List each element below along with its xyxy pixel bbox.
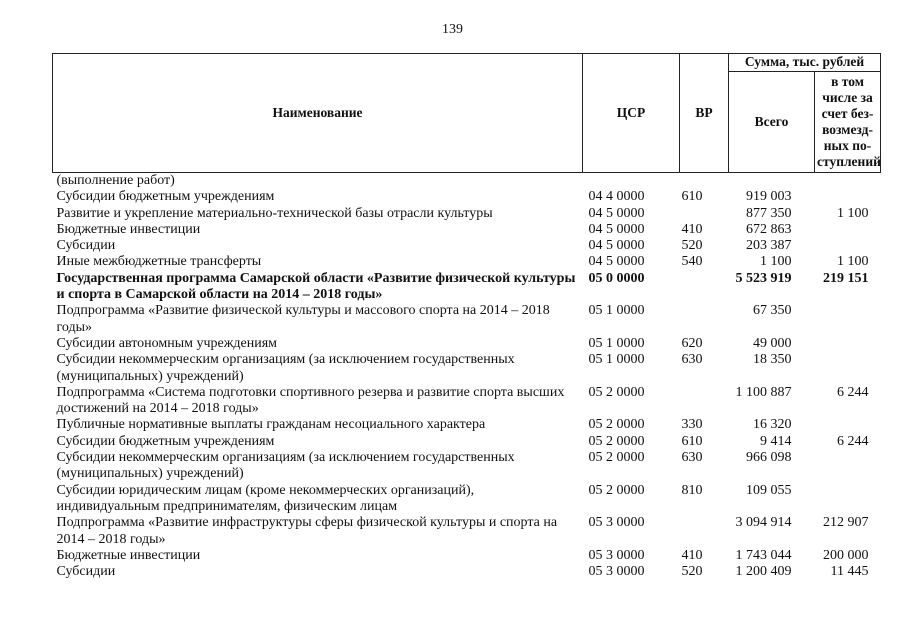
header-csr: ЦСР bbox=[583, 54, 680, 173]
table-row bbox=[53, 222, 881, 238]
row-name: Подпрограмма «Система подготовки спортивного резерва и развитие спорта высших достижений на 2014 – 2018 годы» bbox=[56, 384, 565, 417]
page-number: 139 bbox=[442, 22, 463, 37]
row-csr: 05 3 0000 bbox=[588, 515, 645, 531]
row-csr: 05 2 0000 bbox=[588, 450, 645, 466]
row-csr bbox=[583, 173, 680, 190]
row-name: Субсидии bbox=[56, 564, 116, 580]
row-vr: 630 bbox=[681, 352, 703, 368]
row-csr: 05 2 0000 bbox=[588, 417, 645, 433]
row-csr: 04 5 0000 bbox=[588, 221, 645, 237]
row-without: 200 000 bbox=[823, 547, 869, 563]
row-csr: 05 0 0000 bbox=[588, 270, 645, 286]
table-row bbox=[53, 173, 881, 190]
row-name: Развитие и укрепление материально-технической базы отрасли культуры bbox=[56, 205, 493, 221]
row-total: 1 743 044 bbox=[735, 547, 792, 563]
row-name: (выполнение работ) bbox=[56, 173, 175, 188]
row-total: 1 200 409 bbox=[735, 564, 792, 580]
row-without bbox=[815, 483, 881, 516]
row-without: 1 100 bbox=[837, 254, 869, 270]
row-vr: 520 bbox=[681, 238, 703, 254]
row-total: 49 000 bbox=[753, 335, 792, 351]
row-total: 877 350 bbox=[746, 205, 792, 221]
row-total: 919 003 bbox=[746, 189, 792, 205]
row-vr: 620 bbox=[681, 335, 703, 351]
row-name: Субсидии некоммерческим организациям (за исключением государственных (муниципальных) учреждений) bbox=[56, 450, 515, 482]
table-body bbox=[53, 173, 881, 581]
table-row bbox=[53, 336, 881, 352]
row-csr: 04 5 0000 bbox=[588, 205, 645, 221]
row-csr: 05 2 0000 bbox=[588, 384, 645, 400]
table-row bbox=[53, 564, 881, 580]
row-name: Публичные нормативные выплаты гражданам несоциального характера bbox=[56, 417, 486, 433]
table-row bbox=[53, 548, 881, 564]
table-row bbox=[53, 450, 881, 483]
table-header bbox=[53, 54, 881, 173]
row-csr: 05 1 0000 bbox=[588, 303, 645, 319]
row-vr: 540 bbox=[681, 254, 703, 270]
row-without bbox=[815, 352, 881, 385]
row-without bbox=[815, 189, 881, 205]
row-without: 212 907 bbox=[823, 515, 869, 531]
row-without bbox=[815, 238, 881, 254]
row-name: Бюджетные инвестиции bbox=[56, 221, 201, 237]
header-vr: ВР bbox=[680, 54, 729, 173]
row-csr: 05 1 0000 bbox=[588, 352, 645, 368]
row-vr: 810 bbox=[681, 482, 703, 498]
row-name: Подпрограмма «Развитие инфраструктуры сферы физической культуры и спорта на 2014 – 2018 годы» bbox=[56, 515, 558, 547]
table-row bbox=[53, 189, 881, 205]
row-total: 9 414 bbox=[760, 433, 792, 449]
table-row bbox=[53, 483, 881, 516]
row-without: 1 100 bbox=[837, 205, 869, 221]
row-csr: 05 3 0000 bbox=[588, 564, 645, 580]
table-row bbox=[53, 352, 881, 385]
row-name: Бюджетные инвестиции bbox=[56, 547, 201, 563]
row-total bbox=[729, 173, 815, 190]
row-name: Субсидии некоммерческим организациям (за исключением государственных (муниципальных) учреждений) bbox=[56, 352, 515, 384]
row-name: Субсидии bbox=[56, 238, 116, 254]
row-vr bbox=[680, 385, 729, 418]
row-without: 6 244 bbox=[837, 433, 869, 449]
row-without bbox=[815, 417, 881, 433]
row-vr: 610 bbox=[681, 433, 703, 449]
header-without: в том числе за счет без-возмезд-ных по-ступлений bbox=[815, 72, 881, 173]
table-row bbox=[53, 254, 881, 270]
table-row bbox=[53, 385, 881, 418]
table-row bbox=[53, 271, 881, 304]
row-vr: 520 bbox=[681, 564, 703, 580]
row-without bbox=[815, 173, 881, 190]
row-without bbox=[815, 450, 881, 483]
row-vr: 630 bbox=[681, 450, 703, 466]
row-vr bbox=[680, 303, 729, 336]
table-row bbox=[53, 515, 881, 548]
row-csr: 05 3 0000 bbox=[588, 547, 645, 563]
row-vr bbox=[680, 515, 729, 548]
row-total: 203 387 bbox=[746, 238, 792, 254]
table-row bbox=[53, 417, 881, 433]
row-csr: 05 1 0000 bbox=[588, 335, 645, 351]
row-without bbox=[815, 303, 881, 336]
row-csr: 04 5 0000 bbox=[588, 254, 645, 270]
row-name: Субсидии автономным учреждениям bbox=[56, 335, 278, 351]
row-total: 1 100 bbox=[760, 254, 792, 270]
row-csr: 05 2 0000 bbox=[588, 433, 645, 449]
table-row bbox=[53, 238, 881, 254]
row-without bbox=[815, 336, 881, 352]
row-vr: 610 bbox=[681, 189, 703, 205]
header-name: Наименование bbox=[53, 54, 583, 173]
row-total: 67 350 bbox=[753, 303, 792, 319]
row-vr: 410 bbox=[681, 221, 703, 237]
row-name: Субсидии бюджетным учреждениям bbox=[56, 433, 275, 449]
row-vr: 410 bbox=[681, 547, 703, 563]
row-name: Субсидии бюджетным учреждениям bbox=[56, 189, 275, 205]
row-total: 1 100 887 bbox=[735, 384, 792, 400]
row-total: 5 523 919 bbox=[735, 270, 792, 286]
header-sum-group: Сумма, тыс. рублей bbox=[729, 54, 881, 72]
row-without: 6 244 bbox=[837, 384, 869, 400]
budget-table bbox=[52, 53, 881, 580]
row-name: Государственная программа Самарской области «Развитие физической культуры и спорта в Самарской области на 2014 – 2018 годы» bbox=[56, 270, 576, 303]
row-total: 18 350 bbox=[753, 352, 792, 368]
table-row bbox=[53, 434, 881, 450]
row-without: 219 151 bbox=[823, 270, 869, 286]
row-name: Подпрограмма «Развитие физической культуры и массового спорта на 2014 – 2018 годы» bbox=[56, 303, 550, 335]
row-vr bbox=[680, 173, 729, 190]
row-vr: 330 bbox=[681, 417, 703, 433]
row-total: 3 094 914 bbox=[735, 515, 792, 531]
row-without bbox=[815, 222, 881, 238]
row-without: 11 445 bbox=[830, 564, 869, 580]
row-name: Субсидии юридическим лицам (кроме некоммерческих организаций), индивидуальным предпринимателям, физическим лицам bbox=[56, 482, 475, 514]
row-total: 16 320 bbox=[753, 417, 792, 433]
row-vr bbox=[680, 206, 729, 222]
header-total: Всего bbox=[729, 72, 815, 173]
row-vr bbox=[680, 271, 729, 304]
row-csr: 05 2 0000 bbox=[588, 482, 645, 498]
row-total: 966 098 bbox=[746, 450, 792, 466]
row-csr: 04 4 0000 bbox=[588, 189, 645, 205]
row-name: Иные межбюджетные трансферты bbox=[56, 254, 262, 270]
row-total: 109 055 bbox=[746, 482, 792, 498]
table-row bbox=[53, 303, 881, 336]
row-csr: 04 5 0000 bbox=[588, 238, 645, 254]
table-row bbox=[53, 206, 881, 222]
row-total: 672 863 bbox=[746, 221, 792, 237]
